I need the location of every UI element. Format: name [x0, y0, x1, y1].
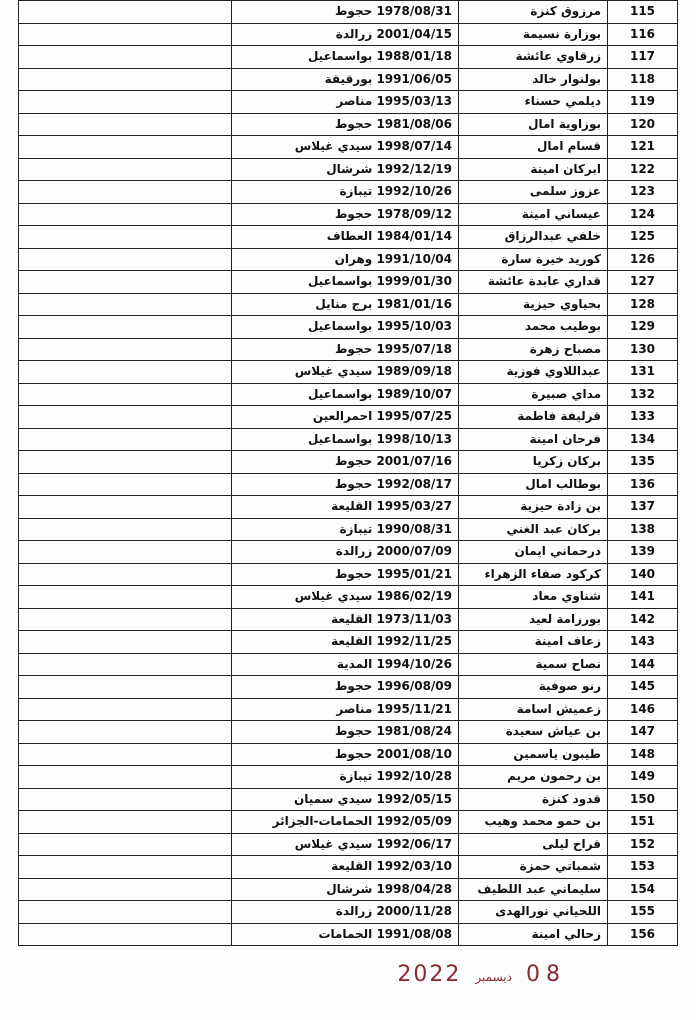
row-number-cell: 116	[608, 23, 678, 46]
full-name-cell: بولنوار خالد	[459, 68, 608, 91]
empty-cell	[19, 496, 232, 519]
full-name-cell: زحالي امينة	[459, 923, 608, 946]
row-number-cell: 148	[608, 743, 678, 766]
birth-date-place-cell: 1992/11/25 القليعة	[232, 631, 459, 654]
full-name-cell: مرزوق كنزة	[459, 1, 608, 24]
empty-cell	[19, 293, 232, 316]
row-number-cell: 139	[608, 541, 678, 564]
table-row	[19, 631, 678, 654]
table-row	[19, 878, 678, 901]
full-name-cell: عزوز سلمى	[459, 181, 608, 204]
table-row	[19, 698, 678, 721]
roster-table-body	[19, 1, 678, 946]
row-number-cell: 154	[608, 878, 678, 901]
row-number-cell: 134	[608, 428, 678, 451]
full-name-cell: بوطالب امال	[459, 473, 608, 496]
full-name-cell: اللحياني نورالهدى	[459, 901, 608, 924]
table-row	[19, 293, 678, 316]
birth-date-place-cell: 2001/04/15 زرالدة	[232, 23, 459, 46]
row-number-cell: 123	[608, 181, 678, 204]
empty-cell	[19, 721, 232, 744]
empty-cell	[19, 923, 232, 946]
full-name-cell: بن عياش سعيدة	[459, 721, 608, 744]
table-row	[19, 721, 678, 744]
row-number-cell: 144	[608, 653, 678, 676]
row-number-cell: 149	[608, 766, 678, 789]
date-stamp	[397, 962, 566, 987]
table-row	[19, 361, 678, 384]
empty-cell	[19, 676, 232, 699]
birth-date-place-cell: 1978/09/12 حجوط	[232, 203, 459, 226]
full-name-cell: رنو صوفية	[459, 676, 608, 699]
empty-cell	[19, 811, 232, 834]
row-number-cell: 155	[608, 901, 678, 924]
table-row	[19, 203, 678, 226]
table-row	[19, 518, 678, 541]
birth-date-place-cell: 1999/01/30 بواسماعيل	[232, 271, 459, 294]
birth-date-place-cell: 1988/01/18 بواسماعيل	[232, 46, 459, 69]
row-number-cell: 132	[608, 383, 678, 406]
row-number-cell: 127	[608, 271, 678, 294]
row-number-cell: 131	[608, 361, 678, 384]
empty-cell	[19, 631, 232, 654]
table-row	[19, 136, 678, 159]
birth-date-place-cell: 1986/02/19 سيدي غيلاس	[232, 586, 459, 609]
birth-date-place-cell: 1989/10/07 بواسماعيل	[232, 383, 459, 406]
row-number-cell: 133	[608, 406, 678, 429]
birth-date-place-cell: 1981/08/24 حجوط	[232, 721, 459, 744]
birth-date-place-cell: 1992/03/10 القليعة	[232, 856, 459, 879]
birth-date-place-cell: 1991/06/05 بورقيقة	[232, 68, 459, 91]
empty-cell	[19, 833, 232, 856]
row-number-cell: 140	[608, 563, 678, 586]
full-name-cell: شمباتي حمزة	[459, 856, 608, 879]
full-name-cell: قسام امال	[459, 136, 608, 159]
full-name-cell: كركود صفاء الزهراء	[459, 563, 608, 586]
empty-cell	[19, 653, 232, 676]
empty-cell	[19, 181, 232, 204]
birth-date-place-cell: 1992/10/28 تيبازة	[232, 766, 459, 789]
empty-cell	[19, 608, 232, 631]
row-number-cell: 119	[608, 91, 678, 114]
table-row	[19, 811, 678, 834]
table-row	[19, 383, 678, 406]
row-number-cell: 128	[608, 293, 678, 316]
empty-cell	[19, 518, 232, 541]
birth-date-place-cell: 1998/04/28 شرشال	[232, 878, 459, 901]
birth-date-place-cell: 1978/08/31 حجوط	[232, 1, 459, 24]
table-row	[19, 856, 678, 879]
empty-cell	[19, 563, 232, 586]
table-row	[19, 113, 678, 136]
table-row	[19, 1, 678, 24]
full-name-cell: مداي صبيرة	[459, 383, 608, 406]
empty-cell	[19, 316, 232, 339]
empty-cell	[19, 338, 232, 361]
row-number-cell: 143	[608, 631, 678, 654]
birth-date-place-cell: 1991/10/04 وهران	[232, 248, 459, 271]
table-row	[19, 586, 678, 609]
row-number-cell: 129	[608, 316, 678, 339]
empty-cell	[19, 226, 232, 249]
table-row	[19, 451, 678, 474]
empty-cell	[19, 541, 232, 564]
row-number-cell: 136	[608, 473, 678, 496]
birth-date-place-cell: 1996/08/09 حجوط	[232, 676, 459, 699]
birth-date-place-cell: 2000/07/09 زرالدة	[232, 541, 459, 564]
full-name-cell: بوطيب محمد	[459, 316, 608, 339]
row-number-cell: 146	[608, 698, 678, 721]
row-number-cell: 142	[608, 608, 678, 631]
row-number-cell: 156	[608, 923, 678, 946]
birth-date-place-cell: 1998/07/14 سيدي غيلاس	[232, 136, 459, 159]
empty-cell	[19, 91, 232, 114]
full-name-cell: شناوي معاد	[459, 586, 608, 609]
birth-date-place-cell: 1992/12/19 شرشال	[232, 158, 459, 181]
full-name-cell: طيبون ياسمين	[459, 743, 608, 766]
empty-cell	[19, 451, 232, 474]
row-number-cell: 150	[608, 788, 678, 811]
table-row	[19, 248, 678, 271]
table-row	[19, 473, 678, 496]
birth-date-place-cell: 1992/05/09 الحمامات-الجزائر	[232, 811, 459, 834]
birth-date-place-cell: 2001/08/10 حجوط	[232, 743, 459, 766]
birth-date-place-cell: 2000/11/28 زرالدة	[232, 901, 459, 924]
table-row	[19, 46, 678, 69]
table-row	[19, 23, 678, 46]
birth-date-place-cell: 1984/01/14 العطاف	[232, 226, 459, 249]
full-name-cell: مصباح زهرة	[459, 338, 608, 361]
birth-date-place-cell: 1989/09/18 سيدي غيلاس	[232, 361, 459, 384]
birth-date-place-cell: 1995/07/18 حجوط	[232, 338, 459, 361]
birth-date-place-cell: 1981/01/16 برج منايل	[232, 293, 459, 316]
empty-cell	[19, 428, 232, 451]
full-name-cell: بن حمو محمد وهيب	[459, 811, 608, 834]
full-name-cell: نصاح سمية	[459, 653, 608, 676]
full-name-cell: زعاف امينة	[459, 631, 608, 654]
birth-date-place-cell: 1995/03/27 القليعة	[232, 496, 459, 519]
full-name-cell: قدود كنزة	[459, 788, 608, 811]
birth-date-place-cell: 1995/03/13 مناصر	[232, 91, 459, 114]
row-number-cell: 137	[608, 496, 678, 519]
birth-date-place-cell: 1994/10/26 المدية	[232, 653, 459, 676]
empty-cell	[19, 586, 232, 609]
full-name-cell: قرليفة فاطمة	[459, 406, 608, 429]
full-name-cell: زرقاوي عائشة	[459, 46, 608, 69]
row-number-cell: 124	[608, 203, 678, 226]
birth-date-place-cell: 1995/01/21 حجوط	[232, 563, 459, 586]
table-row	[19, 226, 678, 249]
empty-cell	[19, 856, 232, 879]
table-row	[19, 833, 678, 856]
full-name-cell: فرحان امينة	[459, 428, 608, 451]
full-name-cell: ديلمي حسناء	[459, 91, 608, 114]
birth-date-place-cell: 2001/07/16 حجوط	[232, 451, 459, 474]
full-name-cell: زعميش اسامة	[459, 698, 608, 721]
birth-date-place-cell: 1973/11/03 القليعة	[232, 608, 459, 631]
table-row	[19, 563, 678, 586]
empty-cell	[19, 361, 232, 384]
table-row	[19, 743, 678, 766]
full-name-cell: بوزارة نسيمة	[459, 23, 608, 46]
row-number-cell: 130	[608, 338, 678, 361]
empty-cell	[19, 1, 232, 24]
empty-cell	[19, 901, 232, 924]
row-number-cell: 135	[608, 451, 678, 474]
row-number-cell: 122	[608, 158, 678, 181]
full-name-cell: بركان زكريا	[459, 451, 608, 474]
full-name-cell: عبداللاوي فوزية	[459, 361, 608, 384]
empty-cell	[19, 766, 232, 789]
full-name-cell: كوريد خيرة سارة	[459, 248, 608, 271]
table-row	[19, 608, 678, 631]
row-number-cell: 138	[608, 518, 678, 541]
row-number-cell: 118	[608, 68, 678, 91]
full-name-cell: درحماني ايمان	[459, 541, 608, 564]
table-row	[19, 676, 678, 699]
full-name-cell: بن زادة حيزية	[459, 496, 608, 519]
table-row	[19, 181, 678, 204]
full-name-cell: سليماني عبد اللطيف	[459, 878, 608, 901]
full-name-cell: خلفي عبدالرزاق	[459, 226, 608, 249]
birth-date-place-cell: 1981/08/06 حجوط	[232, 113, 459, 136]
empty-cell	[19, 158, 232, 181]
empty-cell	[19, 136, 232, 159]
row-number-cell: 125	[608, 226, 678, 249]
full-name-cell: بوزاوية امال	[459, 113, 608, 136]
table-row	[19, 653, 678, 676]
empty-cell	[19, 473, 232, 496]
full-name-cell: عيساني امينة	[459, 203, 608, 226]
table-row	[19, 901, 678, 924]
table-row	[19, 158, 678, 181]
table-row	[19, 496, 678, 519]
birth-date-place-cell: 1992/05/15 سيدي سميان	[232, 788, 459, 811]
row-number-cell: 141	[608, 586, 678, 609]
birth-date-place-cell: 1992/10/26 تيبازة	[232, 181, 459, 204]
roster-table	[18, 0, 678, 946]
empty-cell	[19, 383, 232, 406]
stamp-day: 08	[526, 962, 566, 987]
empty-cell	[19, 878, 232, 901]
full-name-cell: قداري عابدة عائشة	[459, 271, 608, 294]
empty-cell	[19, 68, 232, 91]
table-row	[19, 68, 678, 91]
full-name-cell: قراح ليلى	[459, 833, 608, 856]
birth-date-place-cell: 1998/10/13 بواسماعيل	[232, 428, 459, 451]
table-row	[19, 91, 678, 114]
stamp-month: ديسمبر	[475, 970, 512, 984]
row-number-cell: 145	[608, 676, 678, 699]
stamp-year: 2022	[397, 962, 462, 987]
birth-date-place-cell: 1995/07/25 احمرالعين	[232, 406, 459, 429]
empty-cell	[19, 203, 232, 226]
row-number-cell: 126	[608, 248, 678, 271]
empty-cell	[19, 406, 232, 429]
row-number-cell: 120	[608, 113, 678, 136]
row-number-cell: 121	[608, 136, 678, 159]
empty-cell	[19, 788, 232, 811]
full-name-cell: بورزامة لعيد	[459, 608, 608, 631]
table-row	[19, 428, 678, 451]
full-name-cell: ابركان امينة	[459, 158, 608, 181]
empty-cell	[19, 698, 232, 721]
empty-cell	[19, 23, 232, 46]
empty-cell	[19, 743, 232, 766]
table-row	[19, 788, 678, 811]
row-number-cell: 152	[608, 833, 678, 856]
birth-date-place-cell: 1995/10/03 بواسماعيل	[232, 316, 459, 339]
table-row	[19, 766, 678, 789]
empty-cell	[19, 248, 232, 271]
row-number-cell: 115	[608, 1, 678, 24]
empty-cell	[19, 113, 232, 136]
empty-cell	[19, 271, 232, 294]
table-row	[19, 541, 678, 564]
birth-date-place-cell: 1992/06/17 سيدي غيلاس	[232, 833, 459, 856]
row-number-cell: 153	[608, 856, 678, 879]
full-name-cell: بحياوي حيزية	[459, 293, 608, 316]
birth-date-place-cell: 1991/08/08 الحمامات	[232, 923, 459, 946]
full-name-cell: بن رحمون مريم	[459, 766, 608, 789]
table-row	[19, 406, 678, 429]
full-name-cell: بركان عبد الغني	[459, 518, 608, 541]
row-number-cell: 147	[608, 721, 678, 744]
table-row	[19, 316, 678, 339]
row-number-cell: 151	[608, 811, 678, 834]
empty-cell	[19, 46, 232, 69]
table-row	[19, 923, 678, 946]
row-number-cell: 117	[608, 46, 678, 69]
table-row	[19, 271, 678, 294]
birth-date-place-cell: 1990/08/31 تيبازة	[232, 518, 459, 541]
birth-date-place-cell: 1995/11/21 مناصر	[232, 698, 459, 721]
table-row	[19, 338, 678, 361]
birth-date-place-cell: 1992/08/17 حجوط	[232, 473, 459, 496]
